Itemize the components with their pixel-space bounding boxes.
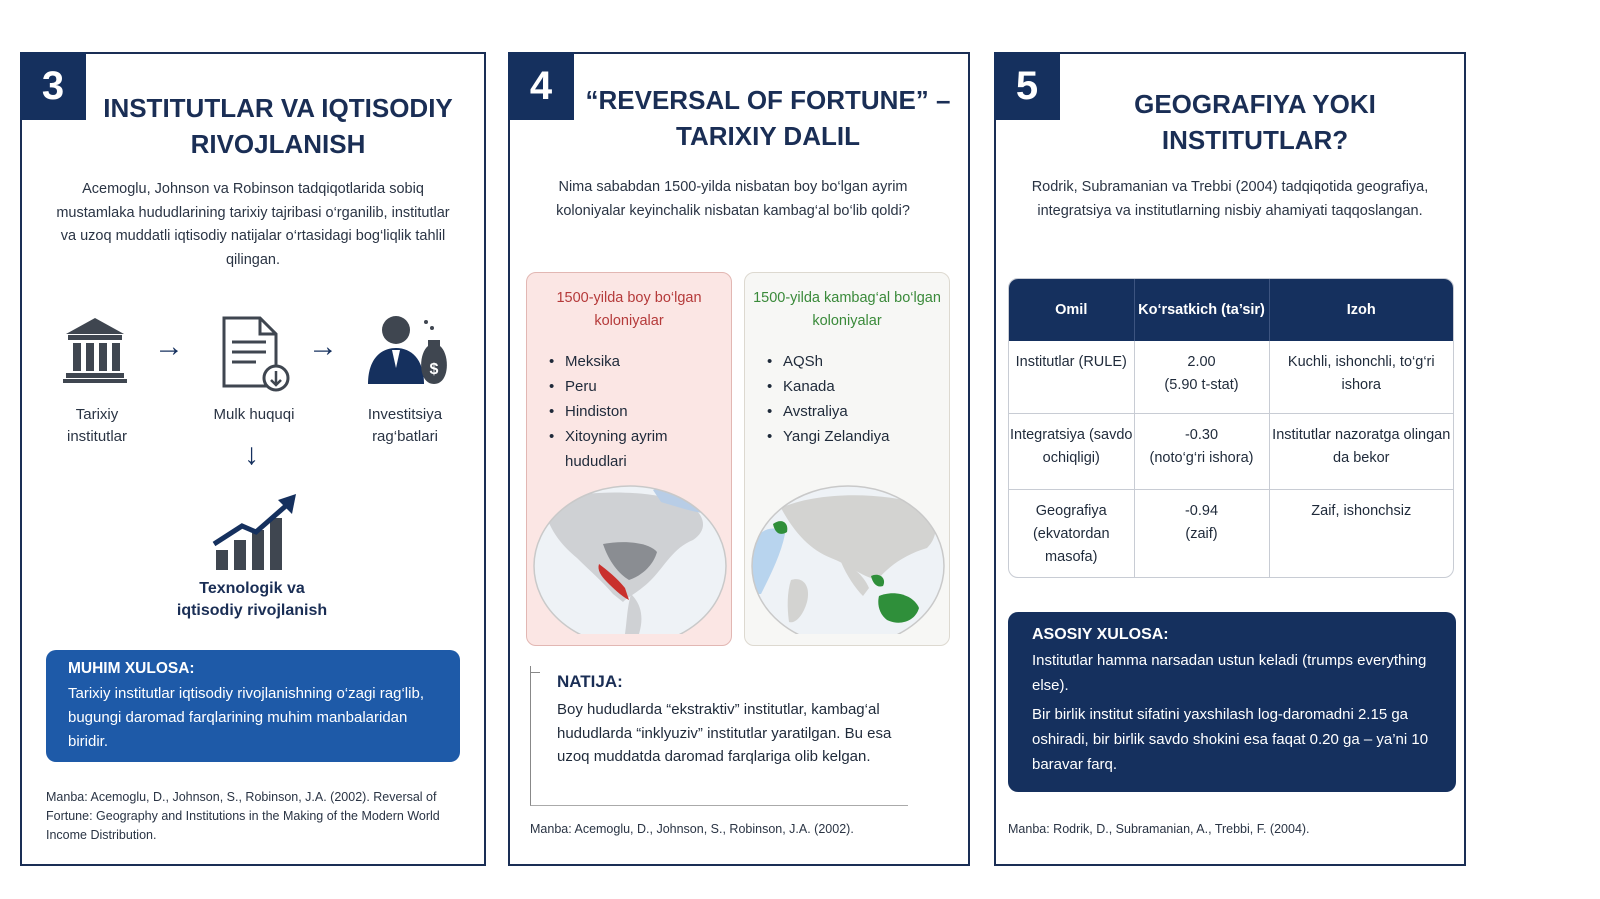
poor-colonies-box <box>744 272 950 646</box>
list-item: • Hindiston <box>549 399 731 424</box>
poor-colonies-heading: 1500-yilda kambag‘al bo‘lgan koloniyalar <box>753 290 941 329</box>
table-cell-comment: Institutlar nazoratga olingan da bekor <box>1269 413 1453 489</box>
arrow-down-icon: ↓ <box>244 438 259 471</box>
list-item: • Avstraliya <box>767 399 949 424</box>
card-number: 3 <box>20 52 86 120</box>
main-conclusion-line-2: Bir birlik institut sifatini yaxshilash log-daromadni 2.15 ga oshiradi, bir birlik savdo shokini esa faqat 0.20 ga – ya’ni 10 baravar farq. <box>1032 706 1429 773</box>
card-number: 5 <box>994 52 1060 120</box>
list-item: • Meksika <box>549 349 731 374</box>
list-item: • Xitoyning ayrim hududlari <box>549 424 731 474</box>
table-header: Omil <box>1009 279 1134 341</box>
table-header: Izoh <box>1269 279 1453 341</box>
svg-text:$: $ <box>429 361 439 378</box>
rich-colonies-box <box>526 272 732 646</box>
table-cell-factor: Institutlar (RULE) <box>1009 341 1134 413</box>
main-conclusion-line-1: Institutlar hamma narsadan ustun keladi (trumps everything else). <box>1032 652 1427 694</box>
key-conclusion-heading: MUHIM XULOSA: <box>68 660 195 677</box>
table-row <box>1009 413 1453 489</box>
card-title: “REVERSAL OF FORTUNE” – TARIXIY DALIL <box>585 85 951 151</box>
table-cell-value: -0.30 (noto‘g‘ri ishora) <box>1134 413 1269 489</box>
rich-colonies-list <box>549 349 731 474</box>
card-intro: Acemoglu, Johnson va Robinson tadqiqotlarida sobiq mustamlaka hududlarining tarixiy tajribasi o‘rganilib, institutlar va uzoq muddatli iqtisodiy natijalar o‘rtasidagi bog‘liqlik tahlil qilingan. <box>56 181 450 268</box>
table-cell-comment: Kuchli, ishonchli, to‘g‘ri ishora <box>1269 341 1453 413</box>
americas-globe-map <box>533 484 727 639</box>
table-cell-comment: Zaif, ishonchsiz <box>1311 502 1412 519</box>
card-intro: Rodrik, Subramanian va Trebbi (2004) tadqiqotida geografiya, integratsiya va institutlarning nisbiy ahamiyati taqqoslangan. <box>1031 179 1429 219</box>
table-cell-factor: Geografiya (ekvatordan masofa) <box>1009 489 1134 578</box>
rich-colonies-heading: 1500-yilda boy bo‘lgan koloniyalar <box>556 290 702 329</box>
source-citation: Manba: Rodrik, D., Subramanian, A., Trebbi, F. (2004). <box>1008 822 1310 836</box>
result-box <box>530 666 908 806</box>
list-item: • Peru <box>549 374 731 399</box>
growth-chart-icon <box>212 492 302 577</box>
card-institutions-development <box>20 52 486 866</box>
investor-moneybag-icon <box>362 310 454 395</box>
table-cell-factor: Integratsiya (savdo ochiqligi) <box>1009 413 1134 489</box>
document-certificate-icon <box>220 316 292 397</box>
card-reversal-of-fortune <box>508 52 970 866</box>
card-number: 4 <box>508 52 574 120</box>
key-conclusion-box <box>46 650 460 762</box>
list-item: • AQSh <box>767 349 949 374</box>
results-table <box>1008 278 1454 578</box>
card-geography-vs-institutions <box>994 52 1466 866</box>
arrow-right-icon: → <box>154 330 184 363</box>
card-title: GEOGRAFIYA YOKI INSTITUTLAR? <box>1134 89 1376 155</box>
result-heading: NATIJA: <box>557 672 623 691</box>
flow-label-investment-incentives: Investitsiya rag‘batlari <box>367 406 443 445</box>
main-conclusion-heading: ASOSIY XULOSA: <box>1032 626 1169 643</box>
arrow-right-icon: → <box>308 330 338 363</box>
result-text: Boy hududlarda “ekstraktiv” institutlar, kambag‘al hududlarda “inklyuziv” institutlar yaratilgan. Bu esa uzoq muddatda daromad farqlariga olib kelgan. <box>557 701 892 765</box>
table-row <box>1009 489 1453 578</box>
card-title: INSTITUTLAR VA IQTISODIY RIVOJLANISH <box>103 93 453 159</box>
table-cell-value: -0.94 (zaif) <box>1134 489 1269 578</box>
source-citation: Manba: Acemoglu, D., Johnson, S., Robinson, J.A. (2002). <box>530 822 854 836</box>
main-conclusion-box <box>1008 612 1456 792</box>
list-item: • Kanada <box>767 374 949 399</box>
world-globe-map <box>751 484 945 639</box>
card-intro: Nima sababdan 1500-yilda nisbatan boy bo‘lgan ayrim koloniyalar keyinchalik nisbatan kambag‘al bo‘lib qoldi? <box>556 179 910 219</box>
flow-label-historical-institutions: Tarixiy institutlar <box>66 406 128 445</box>
key-conclusion-text: Tarixiy institutlar iqtisodiy rivojlanishning o‘zagi rag‘lib, bugungi daromad farqlarining muhim manbalaridan biridir. <box>68 685 424 750</box>
outcome-label: Texnologik va iqtisodiy rivojlanish <box>176 580 328 619</box>
table-row <box>1009 341 1453 413</box>
source-citation: Manba: Acemoglu, D., Johnson, S., Robinson, J.A. (2002). Reversal of Fortune: Geography and Institutions in the Making of the Modern World Income Distribution. <box>46 790 440 842</box>
bank-building-icon <box>62 316 128 389</box>
flow-label-property-rights: Mulk huquqi <box>213 406 295 423</box>
table-header: Ko‘rsatkich (ta’sir) <box>1134 279 1269 341</box>
list-item: • Yangi Zelandiya <box>767 424 949 449</box>
table-cell-value: 2.00 (5.90 t-stat) <box>1134 341 1269 413</box>
poor-colonies-list <box>767 349 949 449</box>
